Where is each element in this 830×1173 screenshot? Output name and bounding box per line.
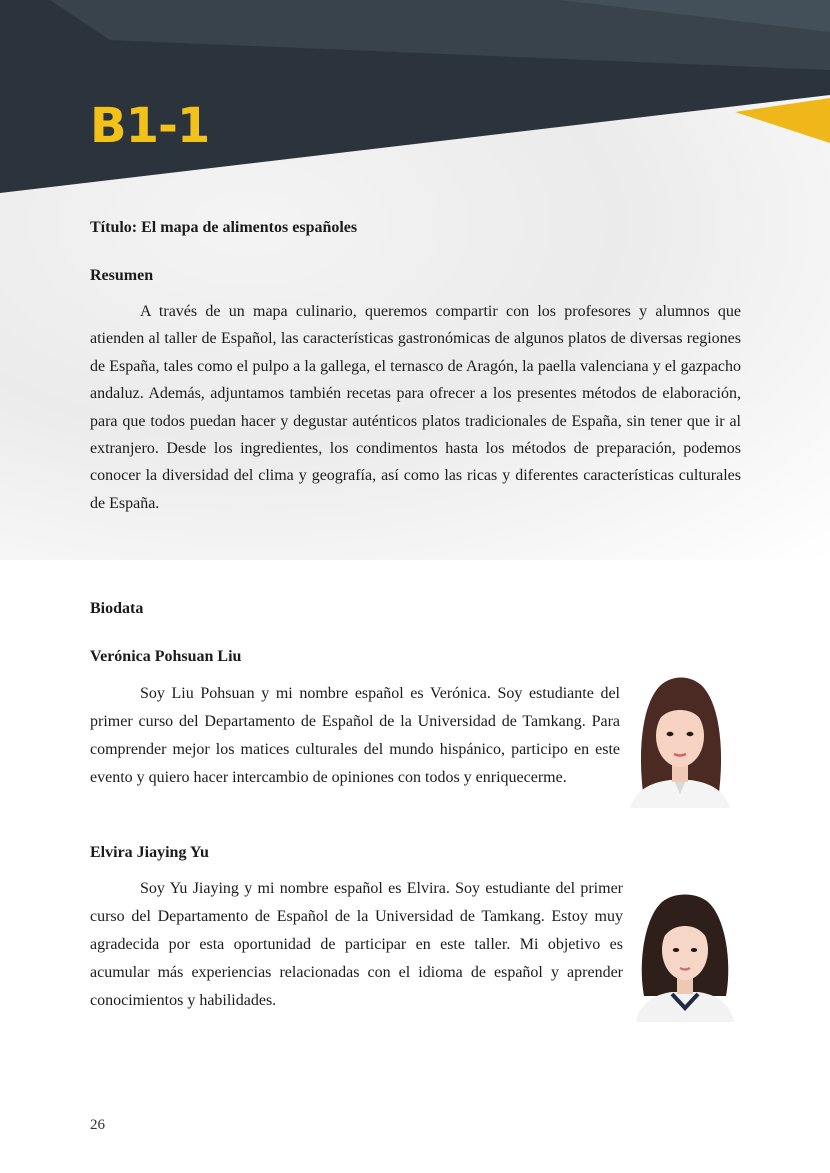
- article-title: Título: El mapa de alimentos españoles: [90, 219, 358, 236]
- page-number: 26: [90, 1117, 105, 1133]
- resumen-heading: Resumen: [90, 267, 154, 284]
- person-name: Verónica Pohsuan Liu: [90, 648, 242, 665]
- biodata-heading: Biodata: [90, 600, 144, 617]
- portrait-photo: [630, 670, 730, 808]
- person-bio: Soy Liu Pohsuan y mi nombre español es Verónica. Soy estudiante del primer curso del Departamento de Español de la Universidad de Tamkang. Para comprender mejor los matices culturales del mundo hispánico, participo en este evento y quiero hacer intercambio de opiniones con todos y enriquecerme.: [90, 685, 620, 786]
- person-bio: Soy Yu Jiaying y mi nombre español es Elvira. Soy estudiante del primer curso del Departamento de Español de la Universidad de Tamkang. Estoy muy agradecida por esta oportunidad de participar en este taller. Mi objetivo es acumular más experiencias relacionadas con el idioma de español y aprender conocimientos y habilidades.: [90, 880, 623, 1009]
- resumen-paragraph: A través de un mapa culinario, queremos compartir con los profesores y alumnos que atienden al taller de Español, las características gastronómicas de algunos platos de diversas regiones de España, tales como el pulpo a la gallega, el ternasco de Aragón, la paella valenciana y el gazpacho andaluz. Además, adjuntamos también recetas para ofrecer a los presentes métodos de elaboración, para que todos puedan hacer y degustar auténticos platos tradicionales de España, sin tener que ir al extranjero. Desde los ingredientes, los condimentos hasta los métodos de preparación, podemos conocer la diversidad del clima y geografía, así como las ricas y diferentes características culturales de España.: [90, 303, 741, 512]
- section-badge: B1-1: [90, 98, 210, 154]
- portrait-photo: [636, 884, 734, 1022]
- person-name: Elvira Jiaying Yu: [90, 844, 209, 861]
